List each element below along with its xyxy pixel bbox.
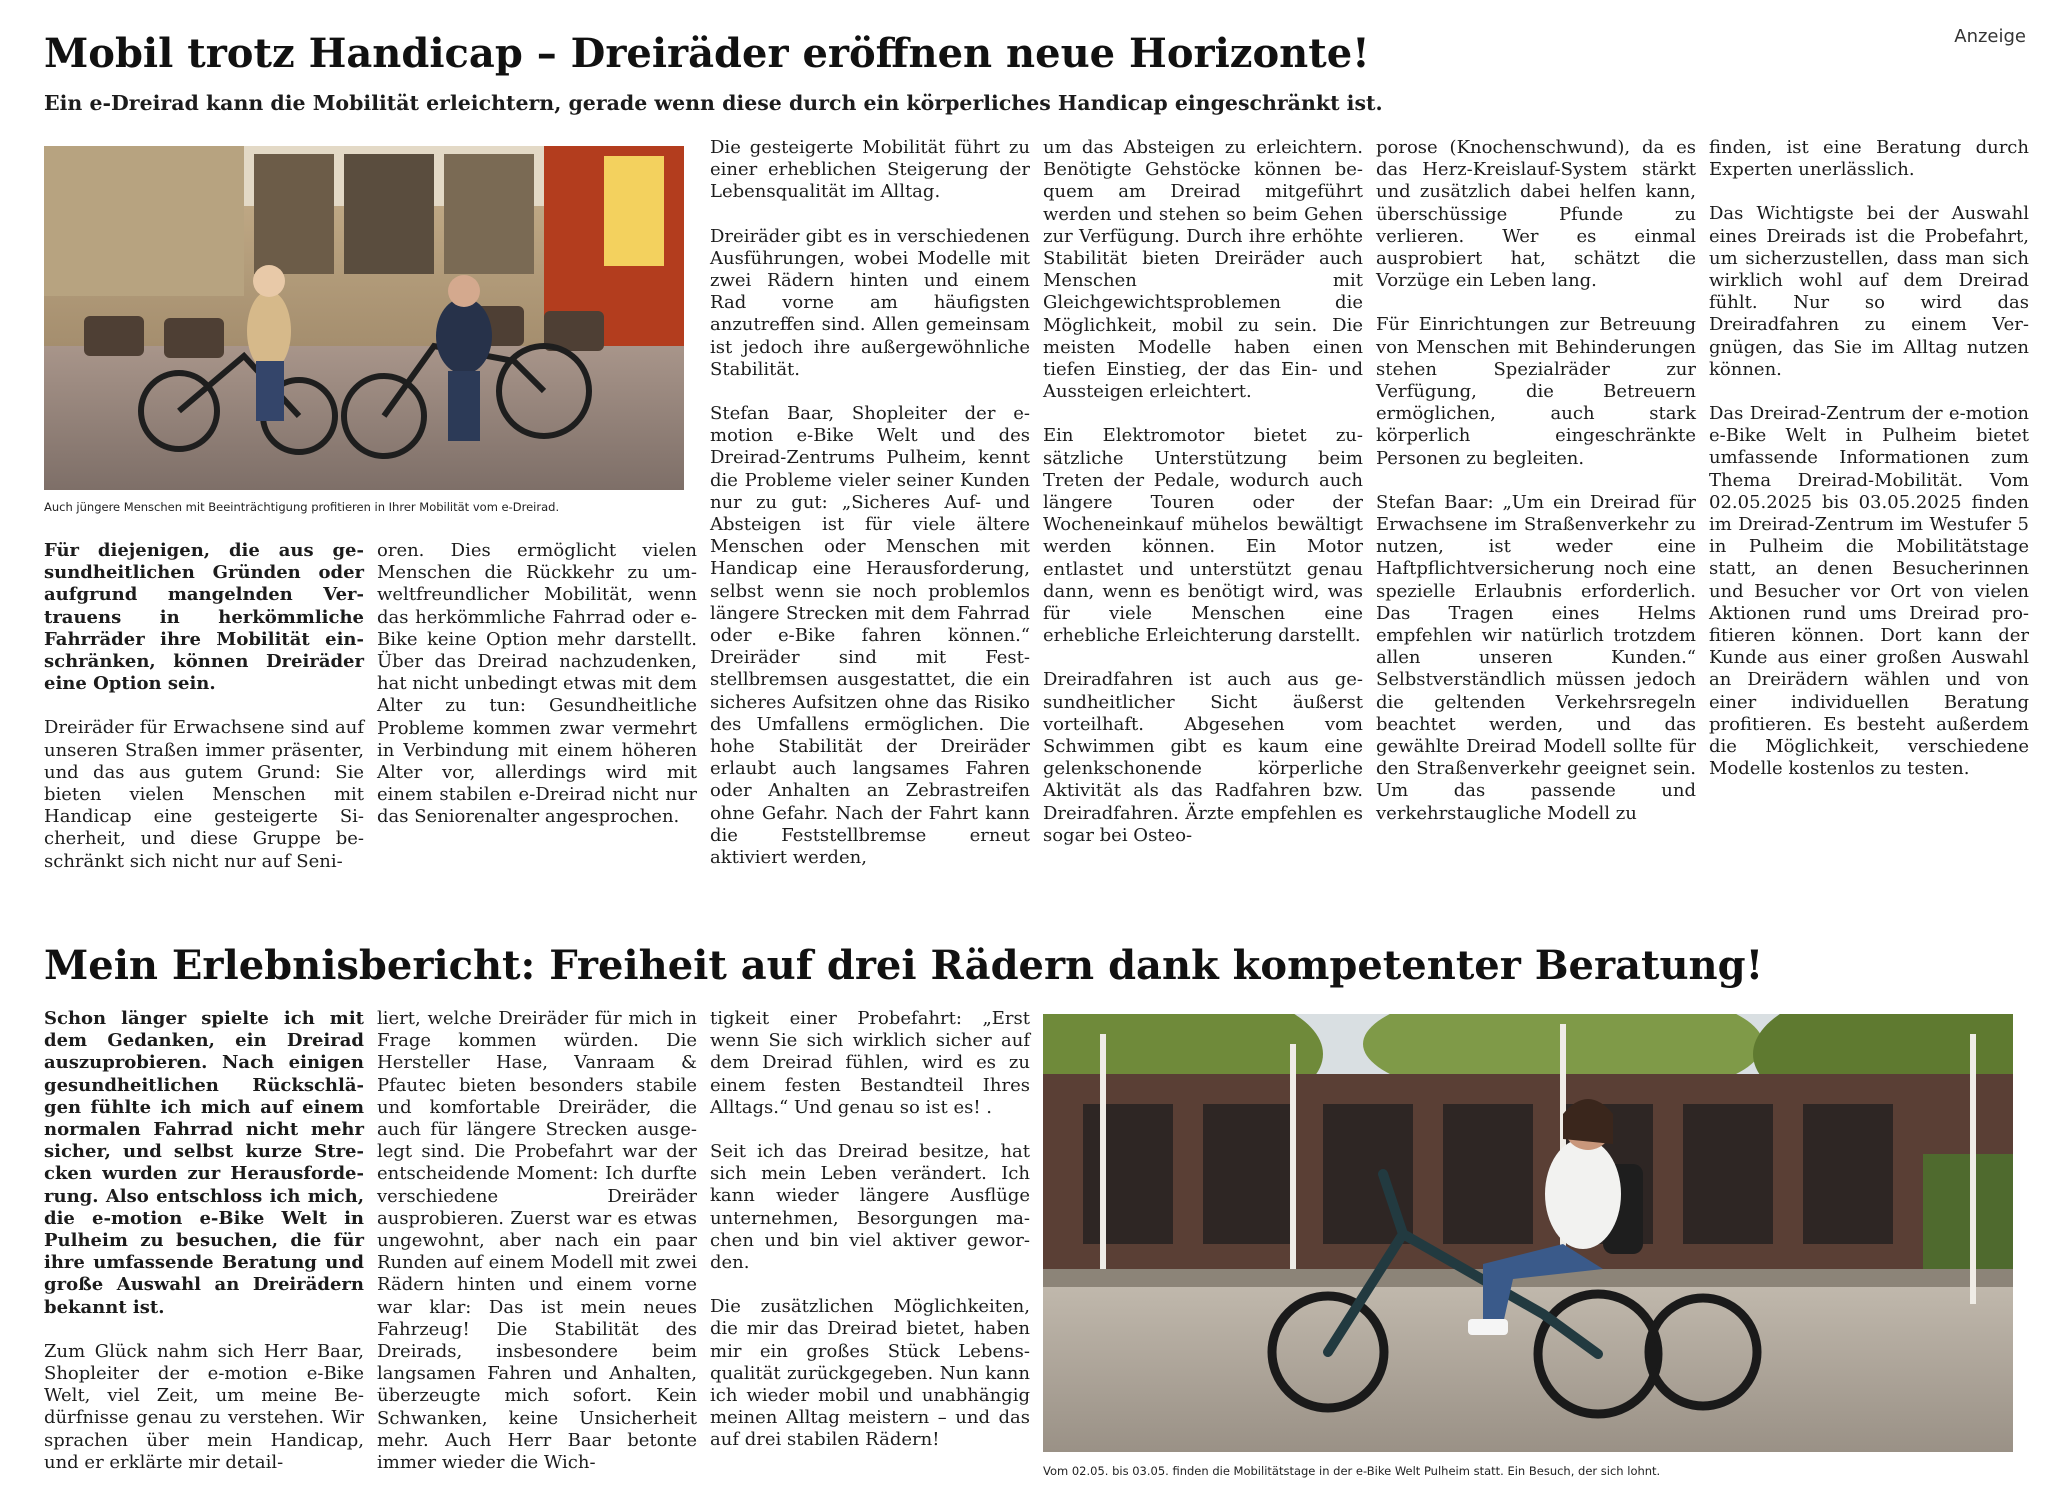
ad-label: Anzeige <box>1954 26 2026 47</box>
article1-photo-caption: Auch jüngere Menschen mit Beeinträchtigung profitieren in Ihrer Mobilität vom e-Dreirad. <box>44 500 560 514</box>
article2-column-1 <box>44 1008 364 1496</box>
article1-paragraph: oren. Dies ermöglicht vielen Menschen die Rückkehr zu umweltfreundlicher Mobilität, wenn das herkömmliche Fahrrad oder e-Bike keine Option mehr darstellt. Über das Dreirad nachzudenken, hat nicht unbedingt etwas mit dem Alter zu tun: Gesundheitliche Probleme kommen zwar vermehrt in Verbindung mit einem höheren Alter vor, allerdings wird mit einem stabilen e-Dreirad nicht nur das Seniorenalter angesprochen. <box>377 540 697 828</box>
article2-paragraph: Zum Glück nahm sich Herr Baar, Shopleiter der e-motion e-Bike Welt, viel Zeit, um meine Bedürfnisse genau zu verstehen. Wir sprachen über mein Handicap, und er erklärte mir detail- <box>44 1340 364 1473</box>
article1-paragraph: Stefan Baar, Shopleiter der e-motion e-Bike Welt und des Dreirad-Zentrums Pulheim, kennt die Probleme vieler seiner Kunden nur zu gut: „Sicheres Auf- und Absteigen ist für viele ältere Menschen oder Menschen mit Handicap eine Herausforderung, selbst wenn sie noch problemlos längere Strecken mit dem Fahrrad oder e-Bike fahren können.“ Dreiräder sind mit Feststellbremsen ausgestattet, die ein sicheres Aufsitzen ohne das Risiko des Umfallens ermöglichen. Die hohe Stabilität der Dreiräder erlaubt auch langsames Fahren oder Anhalten an Zebrastreifen ohne Gefahr. Nach der Fahrt kann die Feststellbremse erneut aktiviert werden, <box>710 403 1030 869</box>
article1-paragraph: Für Einrichtungen zur Betreuung von Menschen mit Behinderungen stehen Spezialräder zur Verfügung, die Betreuern ermöglichen, auch stark körperlich eingeschränkte Personen zu begleiten. <box>1376 314 1696 469</box>
article2-lead-paragraph: Schon länger spielte ich mit dem Gedanken, ein Dreirad auszuprobieren. Nach einigen gesundheitlichen Rückschlägen fühlte ich mich auf einem normalen Fahrrad nicht mehr sicher, und selbst kurze Strecken wurden zur Herausforderung. Also entschloss ich mich, die e-motion e-Bike Welt in Pulheim zu besuchen, die für ihre umfassende Beratung und große Auswahl an Dreirädern bekannt ist. <box>44 1008 364 1318</box>
article1-headline: Mobil trotz Handicap – Dreiräder eröffnen neue Horizonte! <box>44 30 1370 77</box>
article1-paragraph: Das Dreirad-Zentrum der e-motion e-Bike Welt in Pulheim bietet umfassende Informationen zum Thema Dreirad-Mobilität. Vom 02.05.2025 bis 03.05.2025 finden im Dreirad-Zentrum im Westufer 5 in Pulheim die Mobilitätstage statt, an denen Besucherinnen und Besucher vor Ort von vielen Aktionen rund ums Dreirad profitieren können. Dort kann der Kunde aus einer großen Auswahl an Dreirädern wählen und von einer individuellen Beratung profitieren. Es besteht außerdem die Möglichkeit, verschiedene Modelle kostenlos zu testen. <box>1709 403 2029 780</box>
article1-paragraph: Dreiräder für Erwachsene sind auf unseren Straßen immer präsenter, und das aus gutem Grund: Sie bieten vielen Menschen mit Handicap eine gesteigerte Sicherheit, und diese Gruppe beschränkt sich nicht nur auf Seni- <box>44 717 364 872</box>
article2-paragraph: tigkeit einer Probefahrt: „Erst wenn Sie sich wirklich sicher auf dem Dreirad fühlen, wird es zu einem festen Bestandteil Ihres Alltags.“ Und genau so ist es! . <box>710 1008 1030 1118</box>
article2-headline: Mein Erlebnisbericht: Freiheit auf drei Rädern dank kompetenter Beratung! <box>44 942 1764 989</box>
article2-photo-caption: Vom 02.05. bis 03.05. finden die Mobilitätstage in der e-Bike Welt Pulheim statt. Ein Besuch, der sich lohnt. <box>1043 1464 1661 1478</box>
article1-column-6 <box>1709 137 2029 802</box>
article1-lead-paragraph: Für diejenigen, die aus gesundheitlichen Gründen oder aufgrund mangelnden Vertrauens in herkömmliche Fahrräder ihre Mobilität einschränken, können Dreiräder eine Option sein. <box>44 540 364 695</box>
article1-paragraph: Ein Elektromotor bietet zusätzliche Unterstützung beim Treten der Pedale, wodurch auch längere Touren oder der Wocheneinkauf mühelos bewältigt werden können. Ein Motor entlastet und unterstützt genau dann, wenn es benötigt wird, was für viele Menschen eine erhebliche Erleichterung darstellt. <box>1043 425 1363 647</box>
article1-paragraph: um das Absteigen zu erleichtern. Benötigte Gehstöcke können bequem am Dreirad mitgeführt werden und stehen so beim Gehen zur Verfügung. Durch ihre erhöhte Stabilität bieten Dreiräder auch Menschen mit Gleichgewichtsproblemen die Möglichkeit, mobil zu sein. Die meisten Modelle haben einen tiefen Einstieg, der das Ein- und Aussteigen erleichtert. <box>1043 137 1363 403</box>
article1-paragraph: Dreiradfahren ist auch aus gesundheitlicher Sicht äußerst vorteilhaft. Abgesehen vom Schwimmen gibt es kaum eine gelenkschonende körperliche Aktivität als das Radfahren bzw. Dreiradfahren. Ärzte empfehlen es sogar bei Osteo- <box>1043 669 1363 846</box>
article1-paragraph: Stefan Baar: „Um ein Dreirad für Erwachsene im Straßenverkehr zu nutzen, ist weder eine Haftpflichtversicherung noch eine spezielle Erlaubnis erforderlich. Das Tragen eines Helms empfehlen wir natürlich trotzdem allen unseren Kunden.“ Selbstverständlich müssen jedoch die geltenden Verkehrsregeln beachtet werden, und das gewählte Dreirad Modell sollte für den Straßenverkehr geeignet sein. Um das passende und verkehrstaugliche Modell zu <box>1376 491 1696 824</box>
article1-column-2 <box>377 540 697 851</box>
article1-paragraph: Dreiräder gibt es in verschiedenen Ausführungen, wobei Modelle mit zwei Rädern hinten und einem Rad vorne am häufigsten anzutreffen sind. Allen gemeinsam ist jedoch ihre außergewöhnliche Stabilität. <box>710 225 1030 380</box>
article2-column-2 <box>377 1008 697 1496</box>
article2-column-3 <box>710 1008 1030 1474</box>
article1-column-3 <box>710 137 1030 891</box>
article1-paragraph: porose (Knochenschwund), da es das Herz-Kreislauf-System stärkt und zusätzlich dabei helfen kann, überschüssige Pfunde zu verlieren. Wer es einmal ausprobiert hat, schätzt die Vorzüge ein Leben lang. <box>1376 137 1696 292</box>
article1-column-1 <box>44 540 364 895</box>
article1-column-5 <box>1376 137 1696 847</box>
article1-paragraph: Die gesteigerte Mobilität führt zu einer erheblichen Steigerung der Lebensqualität im Alltag. <box>710 137 1030 203</box>
article2-photo <box>1043 1014 2013 1452</box>
article2-paragraph: Seit ich das Dreirad besitze, hat sich mein Leben verändert. Ich kann wieder längere Ausflüge unternehmen, Besorgungen machen und bin viel aktiver geworden. <box>710 1141 1030 1274</box>
article1-paragraph: finden, ist eine Beratung durch Experten unerlässlich. <box>1709 137 2029 181</box>
article1-subheadline: Ein e-Dreirad kann die Mobilität erleichtern, gerade wenn diese durch ein körperliches Handicap eingeschränkt ist. <box>44 91 1383 115</box>
article2-paragraph: Die zusätzlichen Möglichkeiten, die mir das Dreirad bietet, haben mir ein großes Stück Lebensqualität zurückgegeben. Nun kann ich wieder mobil und unabhängig meinen Alltag meistern – und das auf drei stabilen Rädern! <box>710 1296 1030 1451</box>
article1-paragraph: Das Wichtigste bei der Auswahl eines Dreirads ist die Probefahrt, um sicherzustellen, dass man sich wirklich wohl auf dem Dreirad fühlt. Nur so wird das Dreiradfahren zu einem Vergnügen, das Sie im Alltag nutzen können. <box>1709 203 2029 380</box>
article1-photo <box>44 146 684 490</box>
article2-paragraph: liert, welche Dreiräder für mich in Frage kommen würden. Die Hersteller Hase, Vanraam & Pfautec bieten besonders stabile und komfortable Dreiräder, die auch für längere Strecken ausgelegt sind. Die Probefahrt war der entscheidende Moment: Ich durfte verschiedene Dreiräder ausprobieren. Zuerst war es etwas ungewohnt, aber nach ein paar Runden auf einem Modell mit zwei Rädern hinten und einem vorne war klar: Das ist mein neues Fahrzeug! Die Stabilität des Dreirads, insbesondere beim langsamen Fahren und Anhalten, überzeugte mich sofort. Kein Schwanken, keine Unsicherheit mehr. Auch Herr Baar betonte immer wieder die Wich- <box>377 1008 697 1474</box>
article1-column-4 <box>1043 137 1363 869</box>
